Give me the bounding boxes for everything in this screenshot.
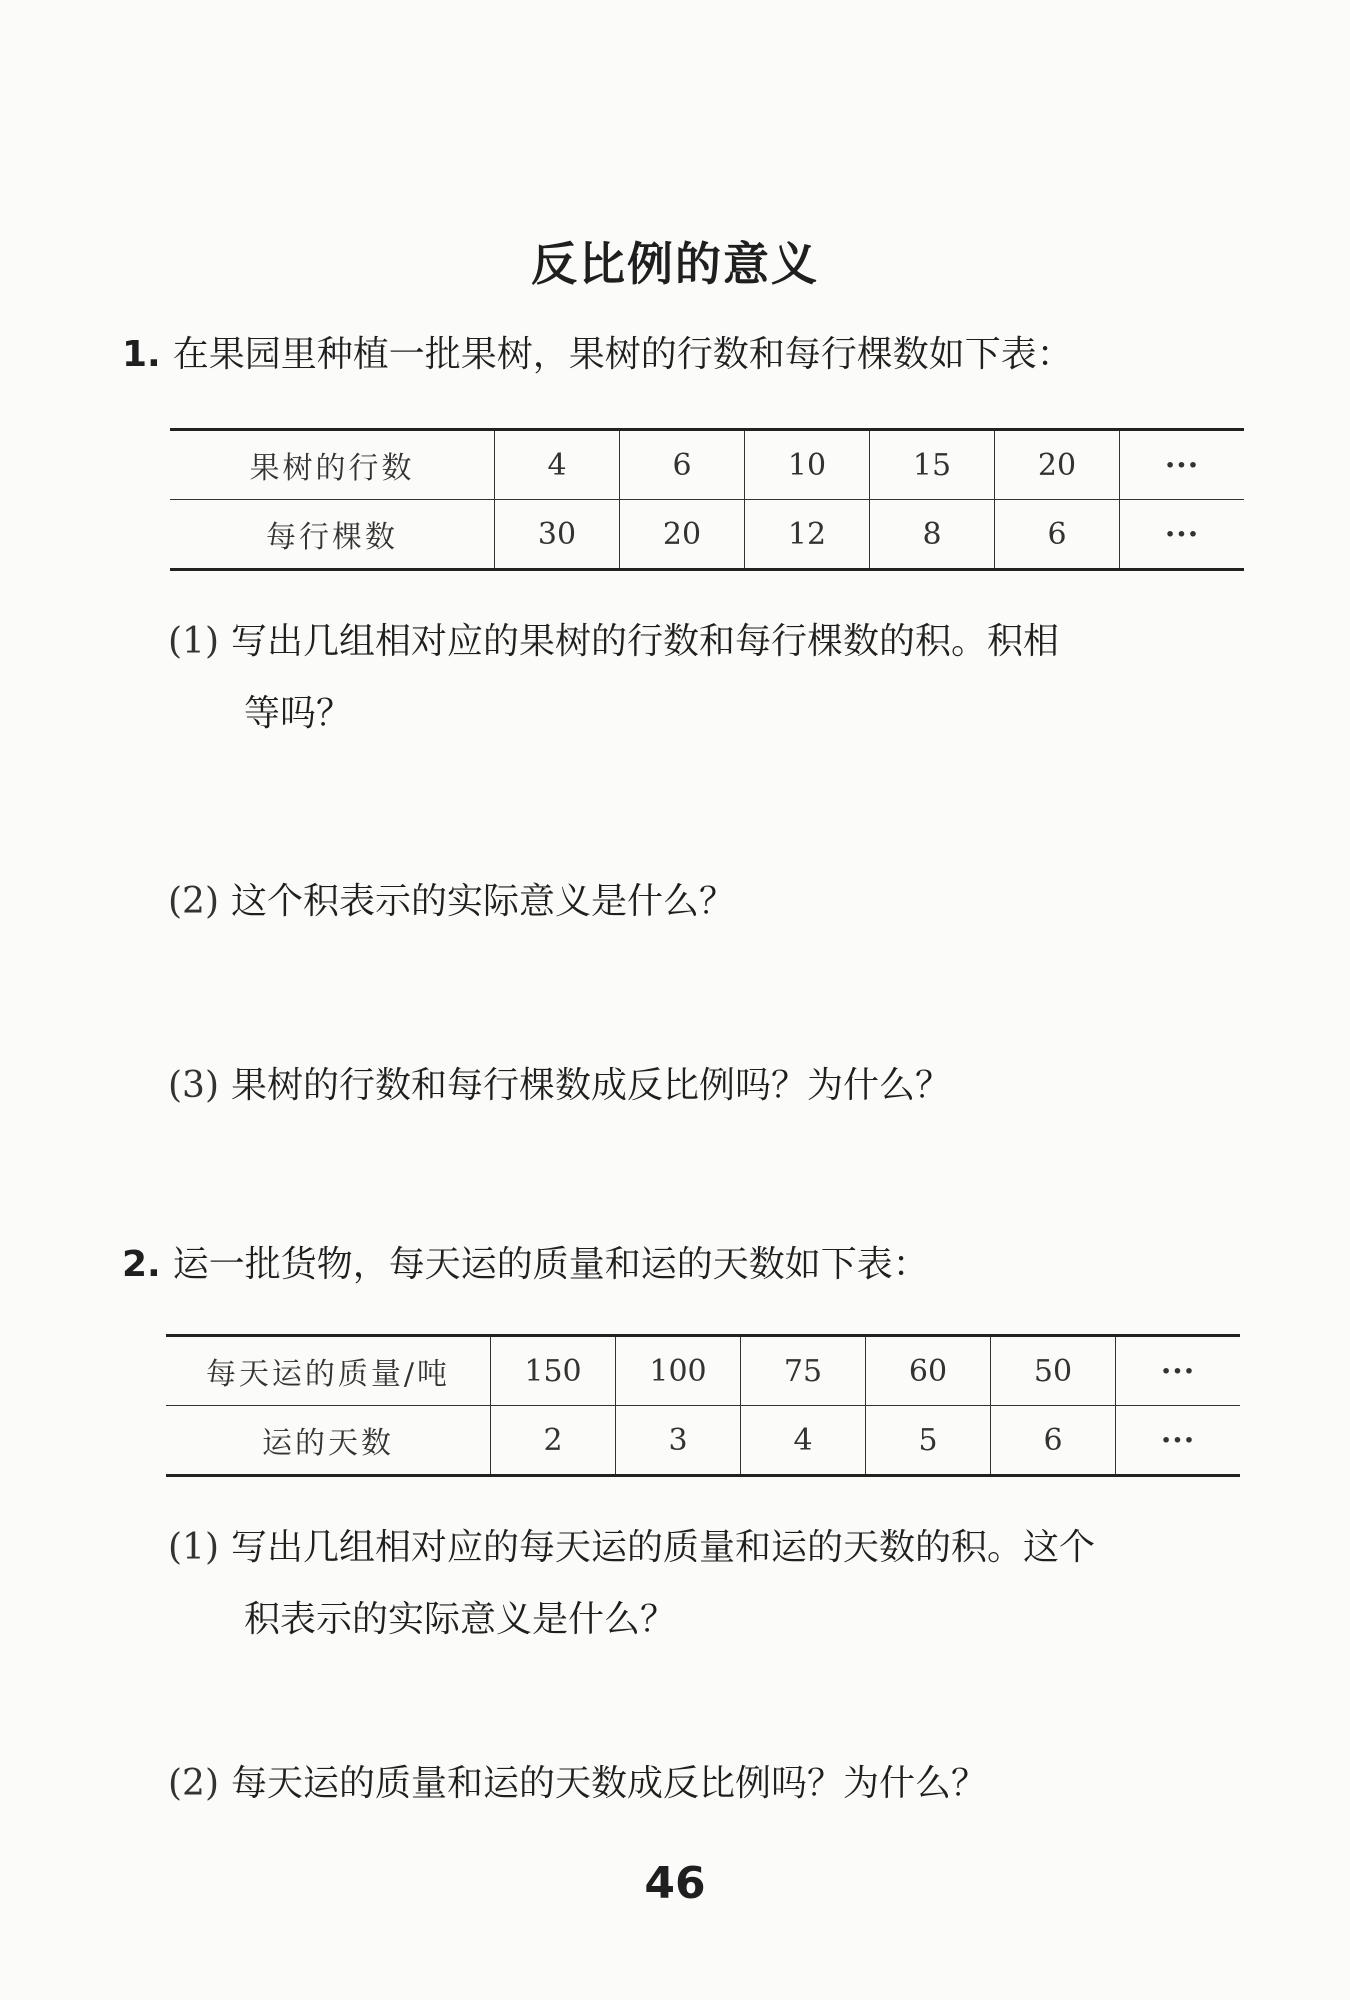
table-cell: 30 xyxy=(495,500,620,570)
ellipsis-cell: ··· xyxy=(1116,1336,1241,1406)
sub-label: (1) xyxy=(168,621,219,662)
table-row xyxy=(166,1406,1240,1476)
table-cell: 5 xyxy=(866,1406,991,1476)
ellipsis-cell: ··· xyxy=(1120,430,1245,500)
sub-question-1-3 xyxy=(168,1050,1248,1122)
question-text: 运一批货物，每天运的质量和运的天数如下表： xyxy=(172,1244,929,1285)
table-cell: 4 xyxy=(495,430,620,500)
sub-label: (1) xyxy=(168,1527,219,1568)
table-cell: 3 xyxy=(616,1406,741,1476)
row-header: 果树的行数 xyxy=(249,451,415,486)
table-cell: 20 xyxy=(995,430,1120,500)
table-cell: 10 xyxy=(745,430,870,500)
question-text: 在果园里种植一批果树，果树的行数和每行棵数如下表： xyxy=(172,334,1073,375)
sub-question-2-2 xyxy=(168,1748,1248,1820)
table-cell: 6 xyxy=(991,1406,1116,1476)
sub-text-continued: 积表示的实际意义是什么？ xyxy=(244,1599,677,1640)
row-header: 每行棵数 xyxy=(170,500,495,570)
table-cell: 2 xyxy=(491,1406,616,1476)
table-row xyxy=(170,430,1244,500)
sub-question-2-1 xyxy=(168,1512,1248,1656)
ellipsis-cell: ··· xyxy=(1116,1406,1241,1476)
sub-text: 每天运的质量和运的天数成反比例吗？为什么？ xyxy=(231,1763,988,1804)
row-header: 运的天数 xyxy=(166,1406,491,1476)
sub-text: 这个积表示的实际意义是什么？ xyxy=(231,881,736,922)
sub-text: 果树的行数和每行棵数成反比例吗？为什么？ xyxy=(231,1065,952,1106)
sub-label: (3) xyxy=(168,1065,219,1106)
question-number: 1. xyxy=(122,334,161,375)
sub-text: 写出几组相对应的果树的行数和每行棵数的积。积相 xyxy=(231,621,1060,662)
table-cell: 60 xyxy=(866,1336,991,1406)
table-q1 xyxy=(170,428,1244,571)
sub-question-1-1 xyxy=(168,606,1248,750)
table-cell: 150 xyxy=(491,1336,616,1406)
page-title: 反比例的意义 xyxy=(531,237,819,291)
table-cell: 100 xyxy=(616,1336,741,1406)
question-number: 2. xyxy=(122,1244,161,1285)
table-cell: 6 xyxy=(995,500,1120,570)
table-cell: 15 xyxy=(870,430,995,500)
table-q2 xyxy=(166,1334,1240,1477)
table-cell: 4 xyxy=(741,1406,866,1476)
table-row xyxy=(170,500,1244,570)
question-1 xyxy=(122,330,1232,380)
page-number: 46 xyxy=(644,1858,706,1909)
question-2 xyxy=(122,1240,1232,1290)
table-cell: 6 xyxy=(620,430,745,500)
table-cell: 50 xyxy=(991,1336,1116,1406)
table-cell: 75 xyxy=(741,1336,866,1406)
table-cell: 20 xyxy=(620,500,745,570)
sub-question-1-2 xyxy=(168,866,1248,938)
sub-text-continued: 等吗？ xyxy=(244,693,353,734)
table-cell: 8 xyxy=(870,500,995,570)
ellipsis-cell: ··· xyxy=(1120,500,1245,570)
sub-text: 写出几组相对应的每天运的质量和运的天数的积。这个 xyxy=(231,1527,1096,1568)
row-header: 每天运的质量/吨 xyxy=(205,1357,451,1392)
sub-label: (2) xyxy=(168,1763,219,1804)
table-row xyxy=(166,1336,1240,1406)
sub-label: (2) xyxy=(168,881,219,922)
table-cell: 12 xyxy=(745,500,870,570)
